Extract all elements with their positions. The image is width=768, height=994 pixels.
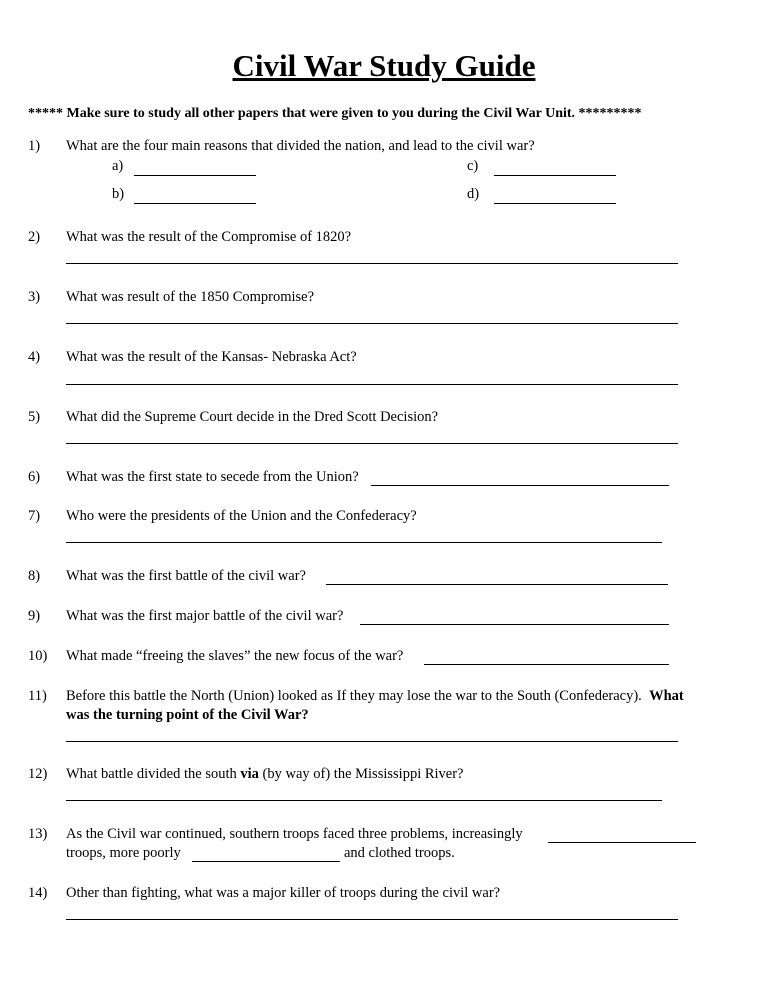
question-number: 2) <box>28 229 41 245</box>
question-number: 14) <box>28 885 48 901</box>
answer-blank[interactable] <box>360 624 669 625</box>
question-number: 11) <box>28 688 47 704</box>
question-text: What did the Supreme Court decide in the Dred Scott Decision? <box>66 409 439 425</box>
question-number: 7) <box>28 508 41 524</box>
answer-line[interactable] <box>66 919 678 920</box>
question-number: 9) <box>28 608 41 624</box>
answer-line[interactable] <box>66 323 678 324</box>
page-title: Civil War Study Guide <box>232 48 536 83</box>
answer-line[interactable] <box>66 542 662 543</box>
answer-blank[interactable] <box>134 175 256 176</box>
question-text: What was the first battle of the civil war? <box>66 568 306 584</box>
question-number: 8) <box>28 568 41 584</box>
question-text: As the Civil war continued, southern troops faced three problems, increasingly <box>66 826 523 842</box>
question-number: 12) <box>28 766 48 782</box>
question-text-part: What battle divided the south <box>66 766 237 782</box>
question-text <box>66 688 684 705</box>
option-label-b: b) <box>112 186 125 202</box>
study-instructions: ***** Make sure to study all other papers that were given to you during the Civil War Unit. ********* <box>28 106 642 121</box>
question-text: What was the result of the Kansas- Nebraska Act? <box>66 349 357 365</box>
answer-blank[interactable] <box>134 203 256 204</box>
answer-line[interactable] <box>66 384 678 385</box>
answer-blank[interactable] <box>424 664 669 665</box>
answer-blank[interactable] <box>494 175 616 176</box>
answer-line[interactable] <box>66 443 678 444</box>
question-text: troops, more poorly <box>66 845 181 861</box>
question-text: Other than fighting, what was a major killer of troops during the civil war? <box>66 885 501 901</box>
answer-line[interactable] <box>66 741 678 742</box>
question-text: Who were the presidents of the Union and the Confederacy? <box>66 508 417 524</box>
question-emphasis: via <box>240 766 259 782</box>
question-text: What was result of the 1850 Compromise? <box>66 289 315 305</box>
question-text-part: Before this battle the North (Union) looked as If they may lose the war to the South (Confederacy). <box>66 688 642 704</box>
answer-line[interactable] <box>66 800 662 801</box>
answer-blank[interactable] <box>326 584 668 585</box>
question-text: What was the first major battle of the civil war? <box>66 608 344 624</box>
question-text: and clothed troops. <box>344 845 455 861</box>
question-emphasis: What <box>649 688 684 704</box>
answer-blank[interactable] <box>192 861 340 862</box>
question-number: 1) <box>28 138 41 154</box>
question-number: 5) <box>28 409 41 425</box>
question-text: What are the four main reasons that divided the nation, and lead to the civil war? <box>66 138 535 154</box>
option-label-d: d) <box>467 186 480 202</box>
question-number: 3) <box>28 289 41 305</box>
question-number: 6) <box>28 469 41 485</box>
question-text: What was the result of the Compromise of 1820? <box>66 229 352 245</box>
question-number: 4) <box>28 349 41 365</box>
question-text: What was the first state to secede from the Union? <box>66 469 359 485</box>
answer-blank[interactable] <box>494 203 616 204</box>
question-number: 10) <box>28 648 48 664</box>
question-text: What made “freeing the slaves” the new focus of the war? <box>66 648 404 664</box>
question-emphasis: was the turning point of the Civil War? <box>66 707 309 723</box>
question-text-part: (by way of) the Mississippi River? <box>262 766 464 782</box>
answer-blank[interactable] <box>548 842 696 843</box>
answer-line[interactable] <box>66 263 678 264</box>
question-text <box>66 766 464 783</box>
option-label-a: a) <box>112 158 124 174</box>
question-number: 13) <box>28 826 48 842</box>
answer-blank[interactable] <box>371 485 669 486</box>
option-label-c: c) <box>467 158 479 174</box>
